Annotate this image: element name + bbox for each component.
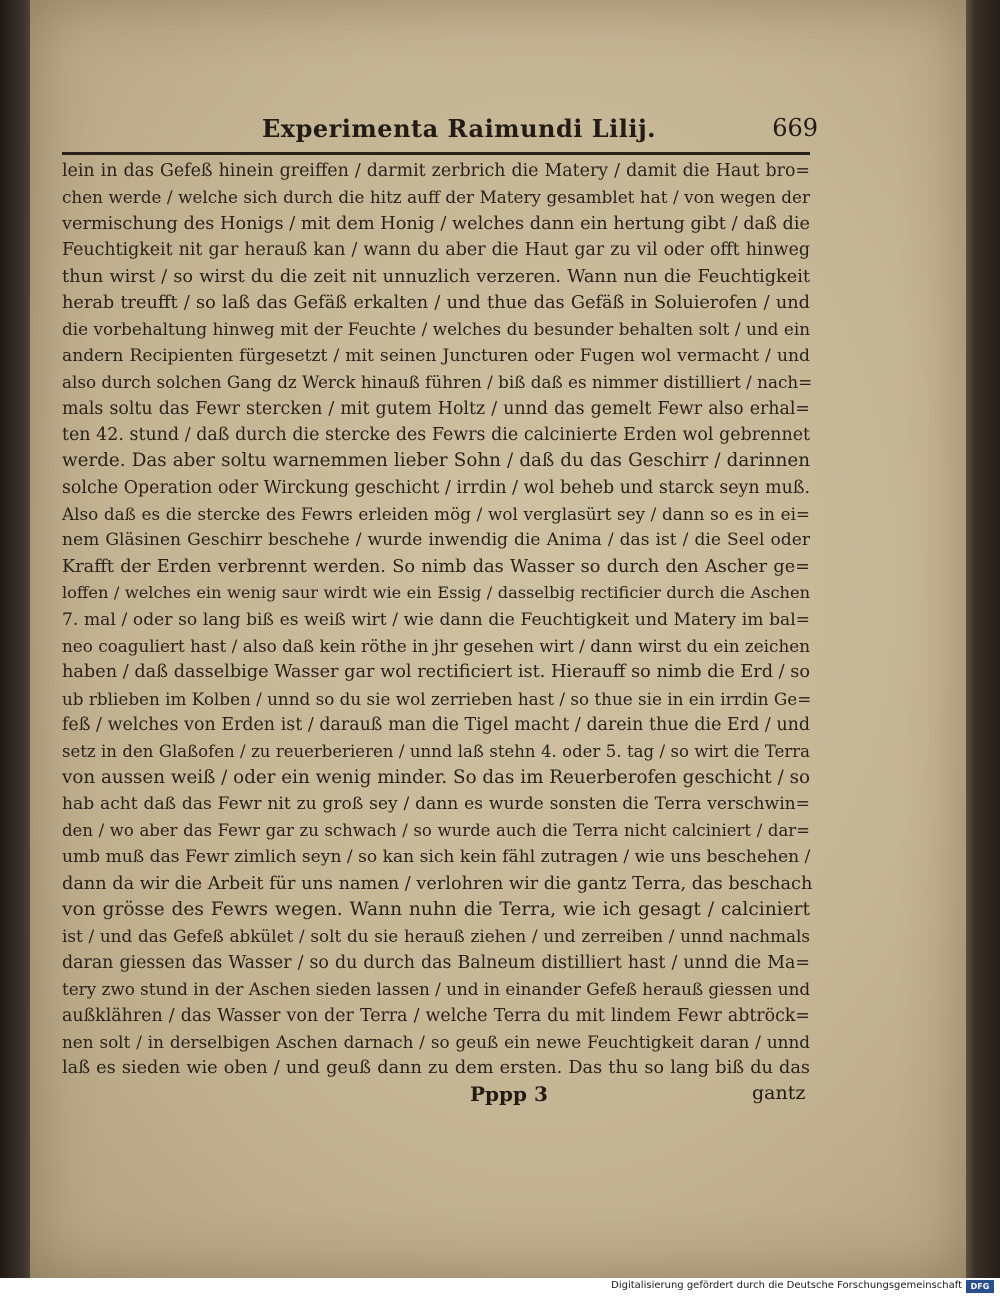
text-line: nem Gläsinen Geschirr beschehe / wurde inwendig die Anima / das ist / die Seel oder: [62, 530, 810, 551]
text-line: andern Recipienten fürgesetzt / mit seinen Juncturen oder Fugen wol vermacht / und: [62, 345, 810, 366]
page-header: [262, 114, 818, 148]
catchword: gantz: [752, 1082, 806, 1104]
text-line: den / wo aber das Fewr gar zu schwach / so wurde auch die Terra nicht calciniert / dar=: [62, 820, 810, 840]
text-line: feß / welches von Erden ist / darauß man die Tigel macht / darein thue die Erd / und: [62, 715, 810, 736]
text-line: laß es sieden wie oben / und geuß dann zu dem ersten. Das thu so lang biß du das: [62, 1058, 810, 1079]
text-line: werde. Das aber soltu warnemmen lieber Sohn / daß du das Geschirr / darinnen: [62, 450, 810, 472]
page-number: 669: [772, 114, 818, 142]
text-line: 7. mal / oder so lang biß es weiß wirt / wie dann die Feuchtigkeit und Matery im bal=: [62, 609, 810, 630]
text-line: herab treufft / so laß das Gefäß erkalten / und thue das Gefäß in Soluierofen / und: [62, 292, 810, 313]
text-line: tery zwo stund in der Aschen sieden lassen / und in einander Gefeß herauß giessen und: [62, 979, 811, 1000]
text-line: umb muß das Fewr zimlich seyn / so kan sich kein fähl zutragen / wie uns beschehen /: [62, 847, 811, 868]
text-line: ub rblieben im Kolben / unnd so du sie wol zerrieben hast / so thue sie in ein irrdin Ge=: [62, 688, 812, 709]
funding-credit: Digitalisierung gefördert durch die Deutsche Forschungsgemeinschaft: [611, 1280, 962, 1291]
text-line: haben / daß dasselbige Wasser gar wol rectificiert ist. Hierauff so nimb die Erd / so: [62, 662, 810, 683]
text-line: lein in das Gefeß hinein greiffen / darmit zerbrich die Matery / damit die Haut bro=: [62, 161, 810, 181]
text-line: Also daß es die stercke des Fewrs erleiden mög / wol verglasürt sey / dann so es in ei=: [62, 504, 810, 525]
text-line: mals soltu das Fewr stercken / mit gutem Holtz / unnd das gemelt Fewr also erhal=: [62, 398, 810, 419]
text-line: setz in den Glaßofen / zu reuerberieren / unnd laß stehn 4. oder 5. tag / so wirt die Terra: [62, 741, 810, 761]
text-line: daran giessen das Wasser / so du durch das Balneum distilliert hast / unnd die Ma=: [62, 952, 810, 973]
text-line: loffen / welches ein wenig saur wirdt wie ein Essig / dasselbig rectificier durch die Aschen: [62, 583, 810, 603]
text-line: die vorbehaltung hinweg mit der Feuchte / welches du besunder behalten solt / und ein: [62, 319, 810, 340]
text-line: also durch solchen Gang dz Werck hinauß führen / biß daß es nimmer distilliert / nach=: [62, 372, 813, 393]
text-line: von grösse des Fewrs wegen. Wann nuhn die Terra, wie ich gesagt / calciniert: [62, 898, 810, 920]
text-line: chen werde / welche sich durch die hitz auff der Matery gesamblet hat / von wegen der: [62, 187, 810, 208]
text-line: vermischung des Honigs / mit dem Honig / welches dann ein hertung gibt / daß die: [62, 213, 810, 234]
text-line: Feuchtigkeit nit gar herauß kan / wann du aber die Haut gar zu vil oder offt hinweg: [62, 240, 810, 261]
text-line: solche Operation oder Wirckung geschicht / irrdin / wol beheb und starck seyn muß.: [62, 477, 810, 498]
text-line: von aussen weiß / oder ein wenig minder. So das im Reuerberofen geschicht / so: [62, 766, 810, 788]
digitization-footer: [0, 1278, 1000, 1296]
signature-mark: Pppp 3: [470, 1082, 548, 1106]
text-line: thun wirst / so wirst du die zeit nit unnuzlich verzeren. Wann nun die Feuchtigkeit: [62, 266, 810, 287]
text-line: ten 42. stund / daß durch die stercke des Fewrs die calcinierte Erden wol gebrennet: [62, 424, 810, 445]
text-line: neo coaguliert hast / also daß kein röthe in jhr gesehen wirt / dann wirst du ein zeichen: [62, 636, 810, 657]
dfg-logo-icon: DFG: [966, 1280, 994, 1293]
text-line: ist / und das Gefeß abkület / solt du sie herauß ziehen / und zerreiben / unnd nachmals: [62, 926, 810, 947]
running-title: Experimenta Raimundi Lilij.: [262, 114, 656, 143]
body-text: [62, 158, 813, 1082]
text-line: dann da wir die Arbeit für uns namen / verlohren wir die gantz Terra, das beschach: [62, 873, 813, 894]
header-rule: [62, 152, 810, 155]
text-line: nen solt / in derselbigen Aschen darnach / so geuß ein newe Feuchtigkeit daran / unnd: [62, 1031, 810, 1052]
text-line: außklähren / das Wasser von der Terra / welche Terra du mit lindem Fewr abtröck=: [62, 1005, 810, 1026]
scan-background-right: [962, 0, 1000, 1280]
text-line: Krafft der Erden verbrennt werden. So nimb das Wasser so durch den Ascher ge=: [62, 556, 810, 577]
text-line: hab acht daß das Fewr nit zu groß sey / dann es wurde sonsten die Terra verschwin=: [62, 794, 810, 815]
